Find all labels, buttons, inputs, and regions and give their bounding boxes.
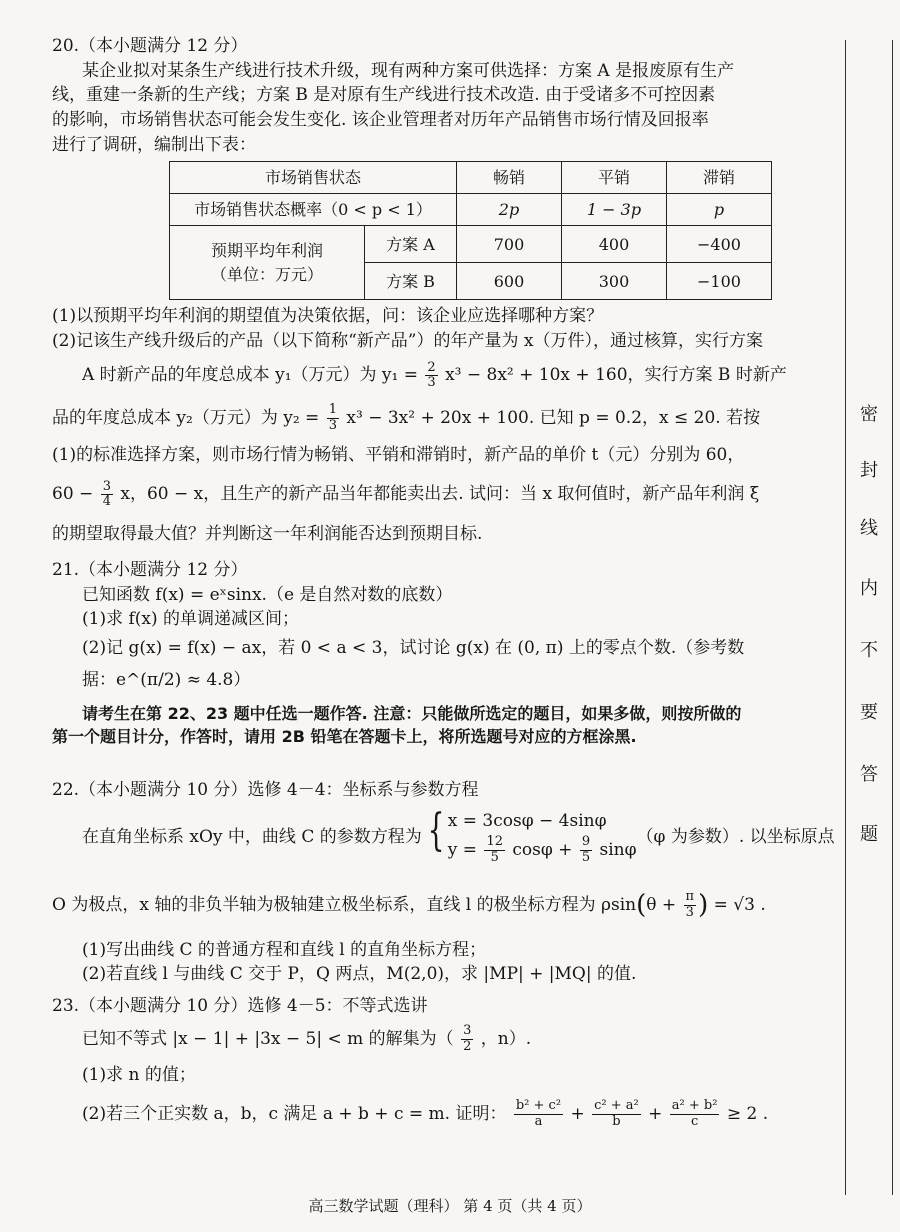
table-cell: 2p [457,194,562,226]
denominator: b [612,1113,621,1129]
text-span: cosφ + [512,839,573,860]
equation-lines [448,809,637,865]
question-20 [52,34,832,551]
table-plan-a: 方案 A [365,226,457,263]
fraction [670,1099,720,1130]
denominator: 3 [328,417,337,433]
q23-heading: 23.（本小题满分 10 分）选修 4－5：不等式选讲 [52,996,428,1016]
denominator: 3 [427,375,436,391]
q22-line: O 为极点，x 轴的非负半轴为极轴建立极坐标系，直线 l 的极坐标方程为 ρsin(θ + $\frac{\pi}{3}$ ) = √3 . [52,888,766,920]
fraction [101,480,113,511]
text-span: θ + [646,894,677,915]
numerator: 1 [328,401,337,417]
denominator: 3 [685,904,694,920]
text-span: （φ 为参数）. 以坐标原点 [636,827,835,848]
text-span: = √3 . [713,894,766,915]
equation-y [448,835,637,866]
text-span: x³ − 8x² + 10x + 160，实行方案 B 时新产 [445,365,787,386]
text-span: 在直角坐标系 xOy 中，曲线 C 的参数方程为 [82,827,422,848]
table-cell: 1 − 3p [562,194,667,226]
table-header-cell: 滞销 [667,162,772,194]
fraction [684,890,697,921]
page-footer: 高三数学试题（理科） 第 4 页（共 4 页） [308,1197,592,1215]
seal-char: 答 [860,764,878,785]
fraction [484,835,505,866]
text-span: 已知不等式 |x − 1| + |3x − 5| < m 的解集为（ [82,1028,454,1049]
table-header-cell: 畅销 [457,162,562,194]
notice-line: 请考生在第 22、23 题中任选一题作答. 注意：只能做所选定的题目，如果多做，则按所做的 [82,704,742,723]
seal-char: 要 [860,702,878,723]
denominator: 5 [581,849,591,865]
table-profit-label [170,226,365,300]
numerator: 9 [581,833,591,849]
q22-heading: 22.（本小题满分 10 分）选修 4－4：坐标系与参数方程 [52,780,479,800]
seal-char: 题 [860,824,878,845]
text-span: A 时新产品的年度总成本 y₁（万元）为 y₁ = [82,365,418,386]
seal-line-right [892,40,893,1195]
table-cell: −400 [667,226,772,263]
table-cell: 400 [562,226,667,263]
denominator: 5 [490,849,499,865]
plus-sign: + [570,1103,585,1124]
numerator: c² + a² [594,1097,639,1113]
q20-intro-line: 线，重建一条新的生产线；方案 B 是对原有生产线进行技术改造. 由于受诸多不可控因素 [52,85,716,106]
table-cell: p [667,194,772,226]
seal-char: 密 [860,404,878,425]
seal-line-left [845,40,846,1195]
q22-part1: (1)写出曲线 C 的普通方程和直线 l 的直角坐标方程； [82,939,487,960]
fraction [327,403,339,434]
market-table [169,161,772,300]
q23-part1: (1)求 n 的值； [82,1065,196,1086]
q21-line: (2)记 g(x) = f(x) − ax，若 0 < a < 3，试讨论 g(x) 在 (0, π) 上的零点个数.（参考数 [82,637,745,658]
q22-line [52,803,835,873]
plus-sign: + [648,1103,663,1124]
parametric-system [422,805,637,865]
q20-part2-line [52,472,832,516]
q20-intro-line: 某企业拟对某条生产线进行技术升级，现有两种方案可供选择：方案 A 是报废原有生产 [82,60,735,81]
denominator: a [534,1113,543,1129]
table-cell: 600 [457,263,562,300]
numerator: 3 [463,1022,472,1038]
text-span: sinφ [599,839,637,860]
numerator: π [685,888,695,904]
numerator: 2 [427,359,436,375]
text-span: y = [447,839,478,860]
text-span: 品的年度总成本 y₂（万元）为 y₂ = [52,407,320,428]
q20-part1: (1)以预期平均年利润的期望值为决策依据，问：该企业应选择哪种方案？ [52,306,604,327]
brace-glyph: { [427,805,445,857]
q21-line: 已知函数 f(x) = eˣsinx.（e 是自然对数的底数） [82,584,453,605]
q20-part2-line: (2)记该生产线升级后的产品（以下简称“新产品”）的年产量为 x（万件），通过核算，实行方案 [52,330,763,351]
table-header-state: 市场销售状态 [170,162,457,194]
question-21 [52,558,832,697]
text-span: (2)若三个正实数 a，b，c 满足 a + b + c = m. 证明： [82,1103,507,1124]
q20-part2-line: (1)的标准选择方案，则市场行情为畅销、平销和滞销时，新产品的单价 t（元）分别为 60， [52,445,745,466]
numerator: 12 [486,833,503,849]
q23-part2 [52,1092,832,1136]
fraction [580,835,592,866]
question-23 [52,994,832,1136]
table-prob-label: 市场销售状态概率（0 < p < 1） [170,194,457,226]
q20-intro-line: 的影响，市场销售状态可能会发生变化. 该企业管理者对历年产品销售市场行情及回报率 [52,109,709,130]
table-cell: 300 [562,263,667,300]
denominator: 4 [102,494,111,510]
seal-char: 不 [860,640,878,661]
denominator: 2 [463,1038,472,1054]
numerator: b² + c² [515,1097,562,1113]
numerator: 3 [102,478,111,494]
profit-label-line: 预期平均年利润 [210,240,323,260]
q20-part2-line: 的期望取得最大值？并判断这一年利润能否达到预期目标. [52,523,483,544]
fraction [425,361,437,392]
text-span: ，n）. [480,1028,532,1049]
q21-heading: 21.（本小题满分 12 分） [52,560,248,580]
seal-char: 线 [860,518,878,539]
fraction [461,1024,473,1055]
denominator: c [690,1113,699,1129]
q20-heading: 20.（本小题满分 12 分） [52,36,248,56]
text-span: x，60 − x，且生产的新产品当年都能卖出去. 试问：当 x 取何值时，新产品年利润 ξ [120,484,760,505]
q23-line [52,1019,832,1060]
selection-notice [52,702,832,748]
q21-line: 据：e^(π/2) ≈ 4.8） [82,670,251,691]
q20-part2-line [52,398,832,439]
equation-x: x = 3cosφ − 4sinφ [447,811,607,832]
table-cell: 700 [457,226,562,263]
text-span: ≥ 2 . [726,1103,769,1124]
question-22 [52,778,835,987]
q21-line: (1)求 f(x) 的单调递减区间； [82,609,300,630]
seal-char: 封 [860,460,878,481]
fraction [514,1099,563,1130]
text-span: 60 − [52,484,94,505]
seal-char: 内 [860,578,878,599]
profit-label-line: （单位：万元） [210,264,323,284]
q20-intro-line: 进行了调研，编制出下表： [52,134,256,155]
notice-line: 第一个题目计分，作答时，请用 2B 铅笔在答题卡上，将所选题号对应的方框涂黑. [52,727,637,747]
q20-part2-line [52,353,832,397]
table-header-cell: 平销 [562,162,667,194]
numerator: a² + b² [671,1097,718,1113]
text-span: O 为极点，x 轴的非负半轴为极轴建立极坐标系，直线 l 的极坐标方程为 ρsin [52,894,637,915]
q22-part2: (2)若直线 l 与曲线 C 交于 P，Q 两点，M(2,0)，求 |MP| + |MQ| 的值. [82,964,637,985]
fraction [592,1099,641,1130]
table-plan-b: 方案 B [365,263,457,300]
table-cell: −100 [667,263,772,300]
text-span: x³ − 3x² + 20x + 100. 已知 p = 0.2，x ≤ 20. 若按 [346,407,761,428]
